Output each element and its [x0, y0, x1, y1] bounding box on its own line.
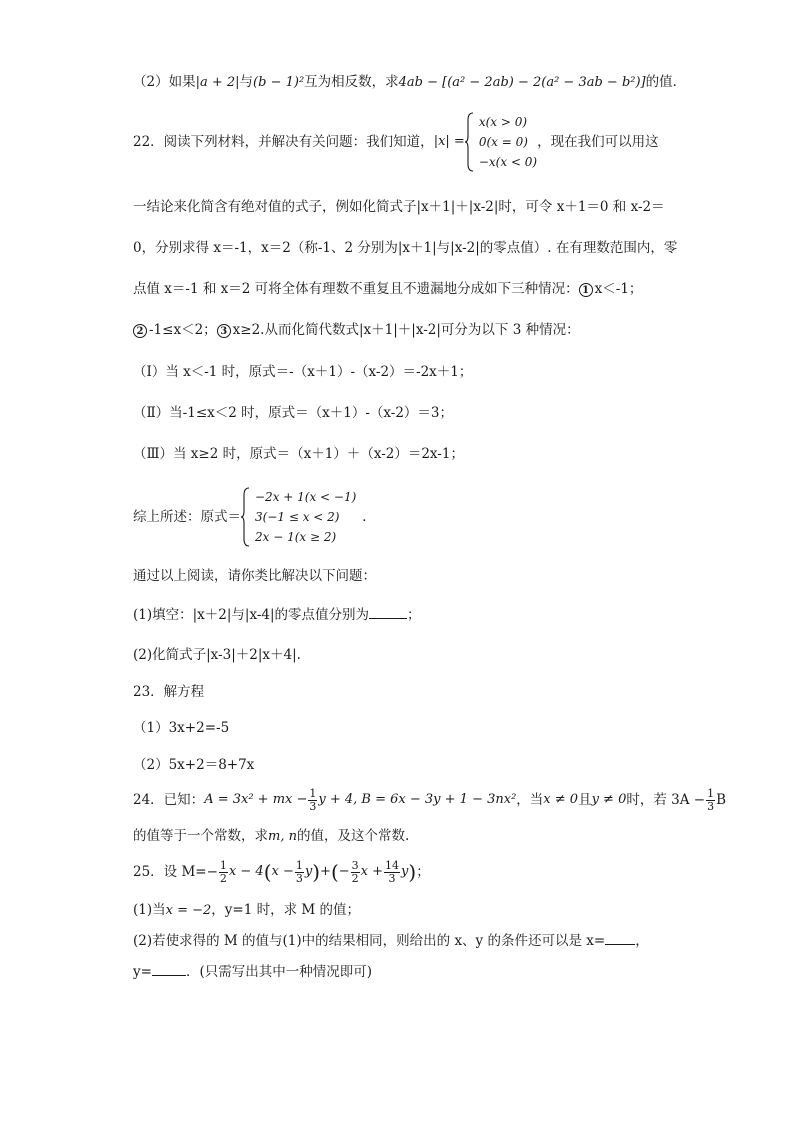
q25-term-1: x − 4 [228, 864, 264, 879]
circled-one-icon: 1 [579, 283, 593, 297]
q24-frac-1: $\frac{1}{3}$ [309, 786, 317, 813]
q22-case-ii: （Ⅱ）当-1≤x＜2 时，原式＝（x＋1）-（x-2）＝3； [133, 405, 454, 421]
q22-line-4-text: 点值 x＝-1 和 x＝2 可将全体有理数不重复且不遗漏地分成如下三种情况： [133, 281, 579, 297]
q22-case-iii: （Ⅲ）当 x≥2 时，原式＝（x＋1）＋（x-2）＝2x-1； [133, 446, 464, 462]
q25-p2-end: ， [635, 933, 649, 949]
left-brace-icon [465, 112, 474, 172]
q21-main-expr: 4ab − [(a² − 2ab) − 2(a² − 3ab − b²)] [398, 75, 646, 90]
q22-line-2: 一结论来化简含有绝对值的式子，例如化简式子|x＋1|＋|x-2|时，可令 x＋1＝0 和 x-2＝ [133, 199, 665, 215]
circled-two-icon: 2 [133, 324, 147, 338]
q21-text-1: （2）如果 [133, 74, 196, 90]
q21-abs-expr: |a + 2| [195, 75, 240, 90]
q22-line-3: 0，分别求得 x＝-1，x＝2（称-1、2 分别为|x＋1|与|x-2|的零点值）. 在有理数范围内，零 [133, 240, 678, 256]
q25-lead: 25．设 M=− [133, 864, 218, 880]
q24-cond-y: y ≠ 0 [591, 792, 627, 807]
q21-text-3: 互为相反数，求 [304, 74, 399, 90]
q22-line-5 [133, 320, 580, 340]
answer-blank-y[interactable] [152, 963, 186, 976]
q22-line-4 [133, 279, 642, 299]
q25-end: ； [416, 864, 430, 880]
q22-intro [133, 110, 659, 174]
q21-square-expr: (b − 1)² [253, 75, 305, 90]
q25-problem-2 [133, 931, 649, 951]
q24-b-letter: B [716, 792, 726, 808]
q25-p1-end: ，y=1 时，求 M 的值； [211, 902, 361, 918]
q24-frac-2: $\frac{1}{3}$ [707, 786, 715, 813]
q24-expr-a: A = 3x² + mx − [204, 792, 308, 807]
q22-summary-end: ． [362, 509, 376, 525]
q22-piecewise [465, 112, 537, 172]
q21-text-2: 与 [239, 74, 254, 90]
q25-frac-2: $\frac{1}{3}$ [295, 858, 303, 885]
q22-instruction: 通过以上阅读，请你类比解决以下问题： [133, 568, 376, 584]
q24-line-2 [133, 826, 409, 847]
q24-line-1 [133, 787, 726, 813]
left-paren-icon: ( [330, 860, 339, 884]
q25-p1-text: (1)当 [133, 902, 166, 918]
q25-p3-text: y= [133, 964, 152, 980]
q22-abs-x: |x| = [433, 134, 465, 149]
q23-problem-1: （1）3x+2=-5 [133, 720, 230, 736]
q25-p3-end: ．(只需写出其中一种情况即可) [185, 964, 372, 980]
q22-problem-1-end: ； [407, 607, 421, 623]
q25-term-2b: y [304, 864, 313, 879]
q22-case-i: （Ⅰ）当 x＜-1 时，原式＝-（x＋1）-（x-2）＝-2x＋1； [133, 364, 473, 380]
right-paren-icon: ) [408, 860, 417, 884]
q25-term-3c: x + [360, 864, 384, 879]
q22-summary-case-3: 2x − 1(x ≥ 2) [255, 530, 337, 544]
q22-case-1: x(x > 0) [478, 115, 528, 129]
q21-text-4: 的值． [645, 74, 687, 90]
q25-problem-3 [133, 962, 372, 982]
q22-summary [133, 485, 376, 549]
q22-problem-1 [133, 605, 421, 625]
q25-term-3d: y [401, 864, 409, 879]
right-paren-icon: ) [312, 860, 321, 884]
q24-mn: m, n [268, 829, 297, 844]
q22-case-c: x≥2.从而化简代数式|x＋1|＋|x-2|可分为以下 3 种情况： [232, 322, 580, 338]
q24-mid-2: 时，若 3A − [626, 792, 706, 808]
q25-line-1 [133, 858, 430, 886]
q22-summary-case-2: 3(−1 ≤ x < 2) [255, 510, 340, 524]
q22-problem-1-text: (1)填空：|x＋2|与|x-4|的零点值分别为 [133, 607, 370, 623]
q25-frac-3: $\frac{3}{2}$ [351, 858, 359, 885]
q22-summary-piecewise [241, 487, 356, 547]
circled-three-icon: 3 [217, 324, 231, 338]
q25-problem-1 [133, 900, 360, 921]
q24-cond-x: x ≠ 0 [543, 792, 579, 807]
q21-part2 [133, 72, 686, 93]
q23-problem-2: （2）5x+2＝8+7x [133, 757, 255, 773]
q22-problem-2: (2)化简式子|x-3|＋2|x＋4|. [133, 647, 301, 663]
q25-frac-4: $\frac{14}{3}$ [385, 858, 400, 885]
left-paren-icon: ( [263, 860, 272, 884]
q22-summary-case-1: −2x + 1(x < −1) [255, 490, 357, 504]
q22-summary-label: 综上所述：原式＝ [133, 509, 241, 525]
q22-case-a: x＜-1； [594, 281, 643, 297]
left-brace-icon [241, 487, 250, 547]
q24-line-2-end: 的值，及这个常数. [296, 828, 410, 844]
q22-intro-end: ，现在我们可以用这 [537, 134, 659, 150]
q25-minus: − [338, 864, 350, 879]
q24-line-2-text: 的值等于一个常数，求 [133, 828, 268, 844]
q25-term-2a: x − [271, 864, 294, 879]
q23-title: 23．解方程 [133, 684, 205, 700]
q24-lead: 24．已知： [133, 792, 205, 808]
q22-case-3: −x(x < 0) [478, 155, 538, 169]
q25-plus: + [320, 864, 331, 879]
q24-and: 且 [578, 792, 592, 808]
answer-blank-x[interactable] [605, 932, 635, 945]
q22-case-2: 0(x = 0) [478, 135, 528, 149]
q24-mid: ，当 [516, 792, 544, 808]
q22-intro-text: 22．阅读下列材料，并解决有关问题：我们知道， [133, 134, 434, 150]
q25-frac-1: $\frac{1}{2}$ [219, 858, 227, 885]
q25-p2-text: (2)若使求得的 M 的值与(1)中的结果相同，则给出的 x、y 的条件还可以是 x= [133, 933, 606, 949]
q24-expr-b: y + 4, B = 6x − 3y + 1 − 3nx² [318, 792, 517, 807]
answer-blank[interactable] [369, 606, 407, 619]
q22-case-b: -1≤x＜2； [149, 322, 217, 338]
q25-p1-x: x = −2 [165, 903, 212, 918]
